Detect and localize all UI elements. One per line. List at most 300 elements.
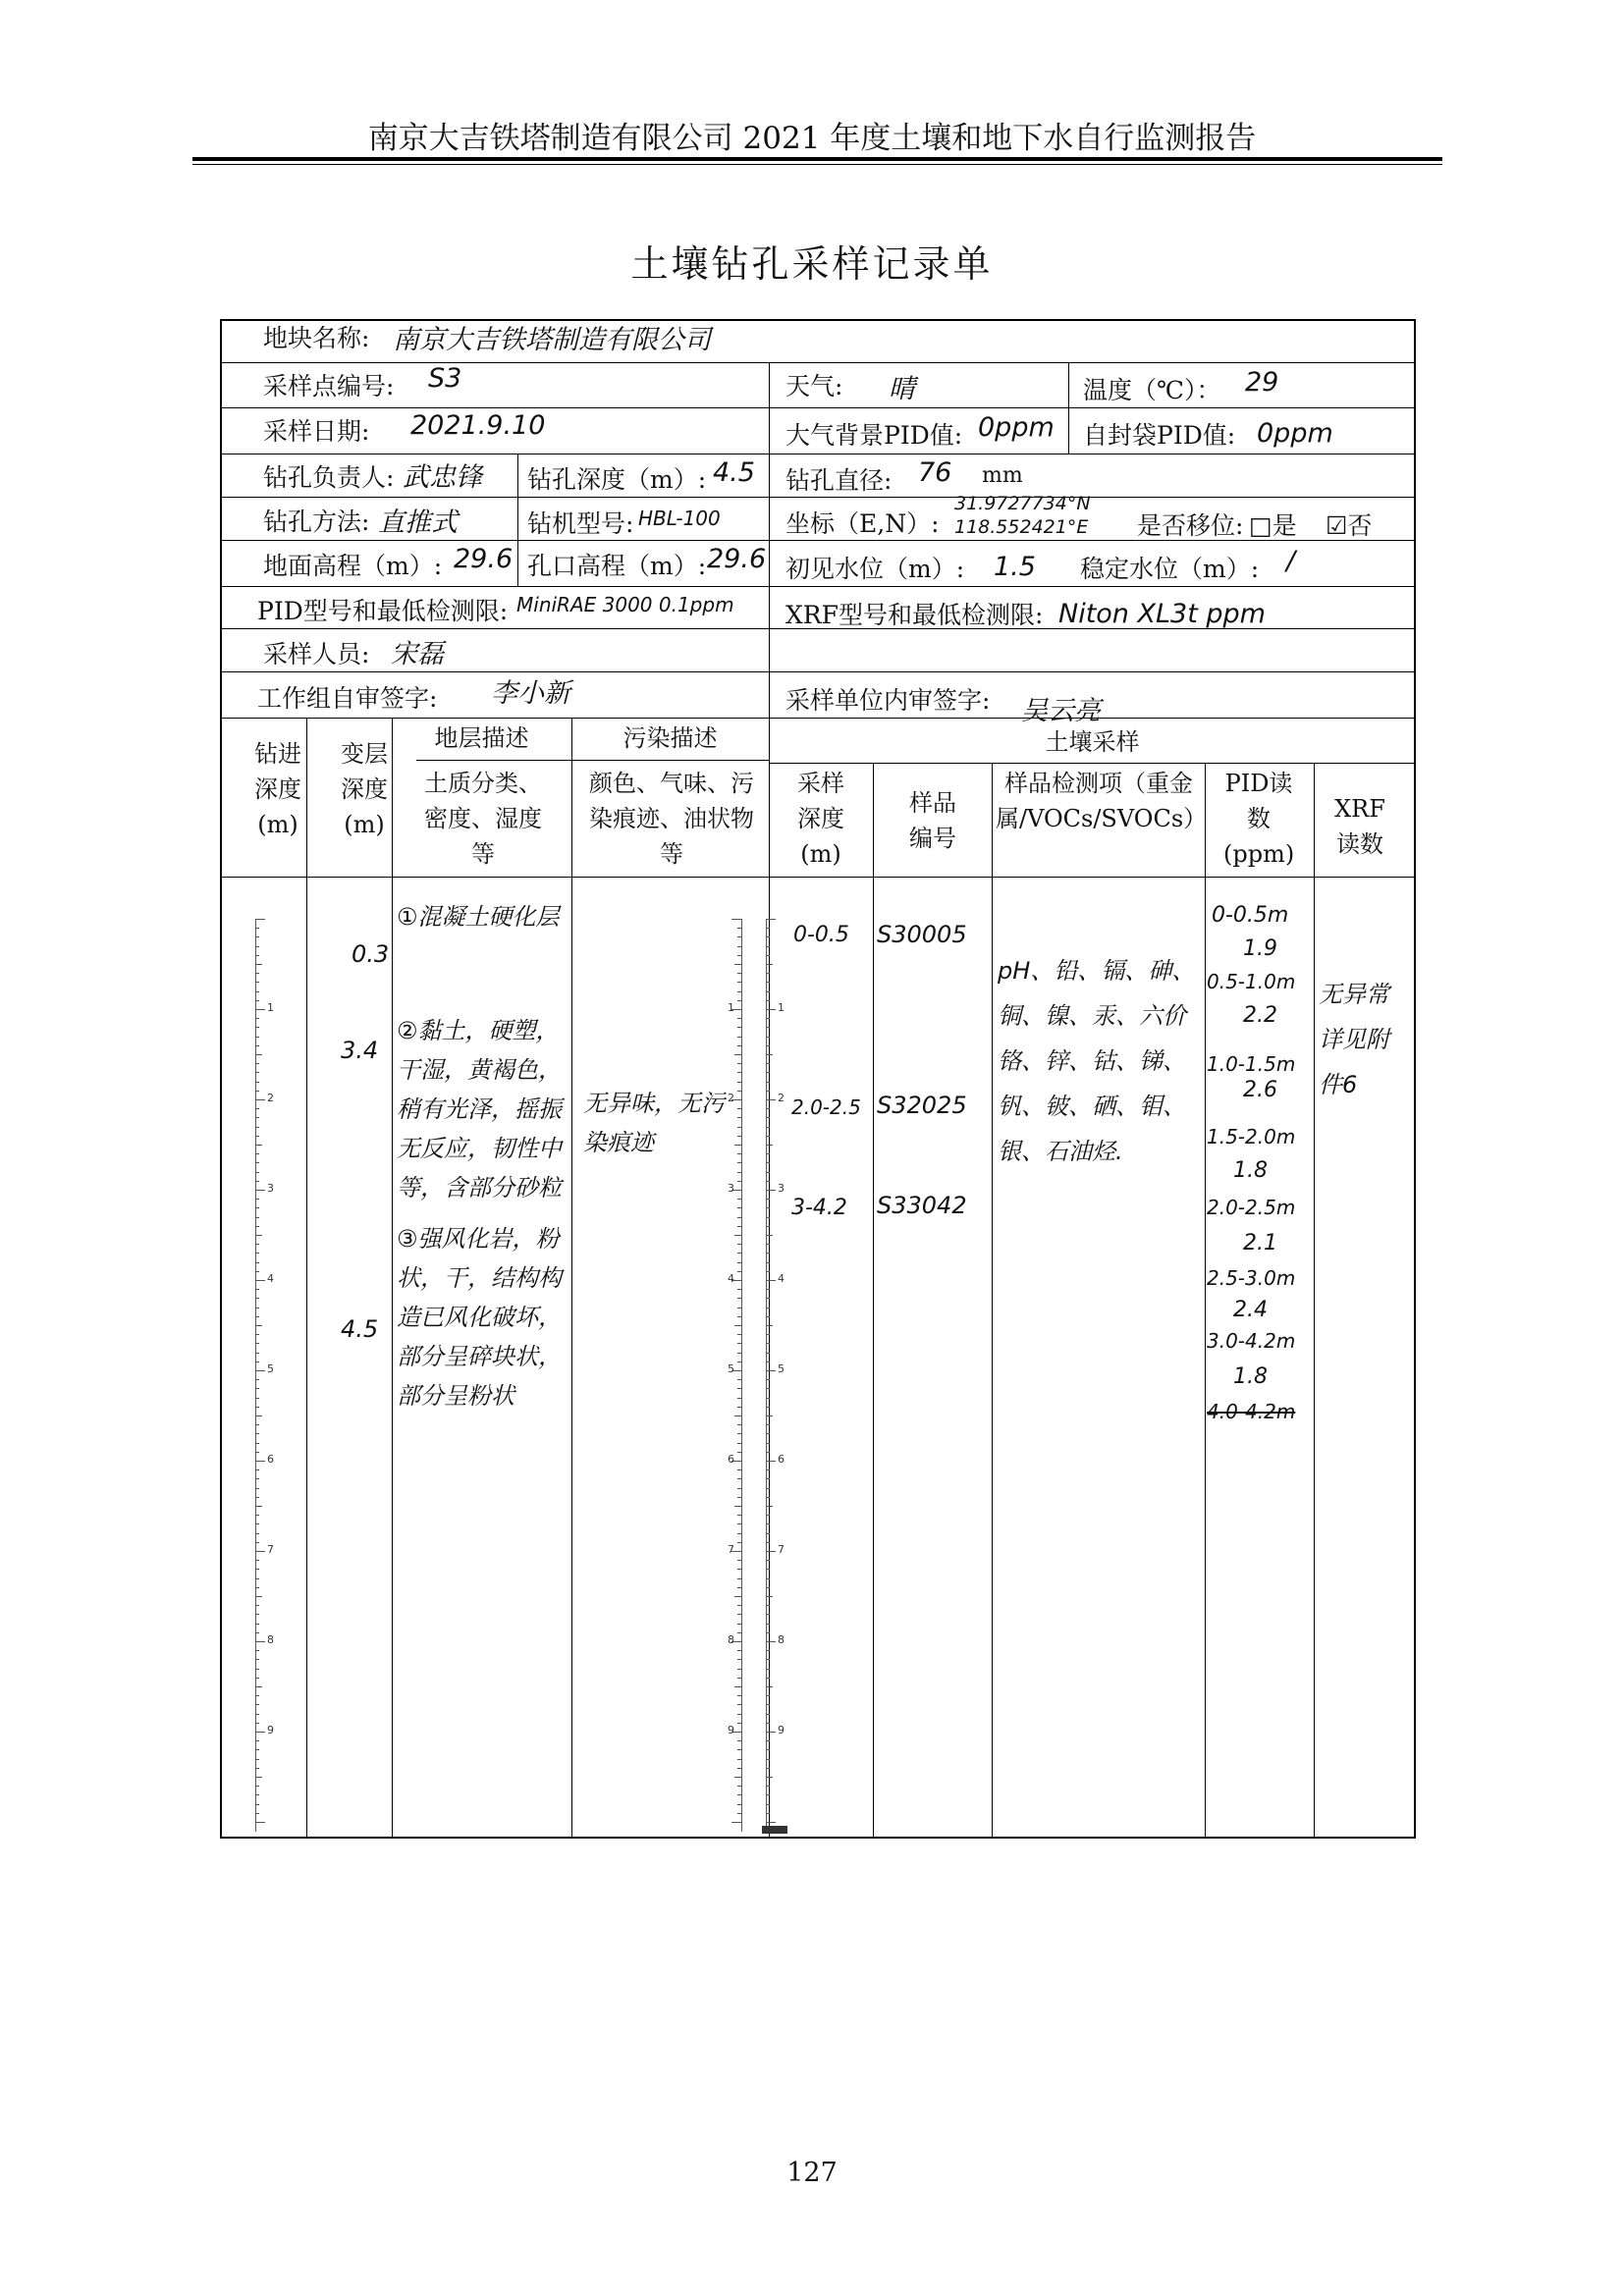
ruler-tick	[737, 1379, 741, 1380]
header-rule-thin	[192, 164, 1442, 165]
ruler-tick	[766, 919, 776, 920]
ruler-tick	[766, 1108, 770, 1109]
col-divider	[571, 718, 572, 1839]
ruler-tick	[255, 1695, 259, 1696]
ruler-tick	[255, 1650, 259, 1651]
ruler-label: 6	[267, 1453, 274, 1466]
ruler-tick	[731, 1822, 741, 1823]
ruler-tick	[255, 1037, 259, 1038]
hole-elev-label: 孔口高程（m）:	[527, 552, 707, 580]
ruler-tick	[255, 1533, 259, 1534]
ruler-tick	[737, 1523, 741, 1524]
ruler-tick	[737, 1469, 741, 1470]
initial-water-value: 1.5	[994, 552, 1036, 582]
ruler-tick	[766, 1289, 770, 1290]
ruler-tick	[737, 1759, 741, 1760]
ruler-tick	[766, 982, 770, 983]
ruler-label: 3	[267, 1182, 274, 1195]
initial-water-label: 初见水位（m）:	[785, 555, 965, 583]
row-divider	[220, 497, 1416, 498]
ruler-tick	[737, 1587, 741, 1588]
form-title: 土壤钻孔采样记录单	[630, 242, 994, 286]
ruler-tick	[255, 1569, 259, 1570]
ruler-tick	[737, 1488, 741, 1489]
ruler-tick	[737, 1117, 741, 1118]
ruler-tick	[737, 928, 741, 929]
ruler-tick	[255, 1560, 259, 1561]
unit-sign-value: 吴云亮	[1021, 696, 1101, 726]
col-stratum-group: 地层描述	[434, 724, 529, 752]
driller-value: 武忠锋	[403, 462, 482, 493]
ruler-tick	[255, 1136, 259, 1137]
ruler-tick	[255, 919, 265, 920]
row-divider	[220, 586, 1416, 587]
ruler-tick	[255, 1117, 259, 1118]
ruler-tick	[255, 1424, 259, 1425]
ruler-tick	[766, 955, 770, 956]
ruler-tick	[737, 1253, 741, 1254]
point-label: 采样点编号:	[263, 372, 395, 400]
ruler-tick	[255, 1379, 259, 1380]
ruler-tick	[766, 1614, 770, 1615]
ruler-tick	[766, 973, 770, 974]
col-divider	[769, 362, 770, 671]
ruler-tick	[255, 1199, 259, 1200]
ruler-tick	[737, 1714, 741, 1715]
ruler-tick	[737, 1669, 741, 1670]
ruler-tick	[737, 1298, 741, 1299]
ruler-tick	[737, 946, 741, 947]
ruler-tick	[766, 1099, 776, 1100]
ruler-tick	[255, 1759, 259, 1760]
ruler-tick	[737, 1027, 741, 1028]
col-divider	[1314, 763, 1315, 1839]
col-test-items: 样品检测项（重金属/VOCs/SVOCs）	[996, 770, 1208, 832]
ruler-tick	[737, 1695, 741, 1696]
stable-water-value: /	[1286, 546, 1296, 576]
ruler-label: 9	[778, 1724, 785, 1736]
ruler-tick	[766, 1045, 770, 1046]
col-divider	[306, 718, 307, 1839]
ruler-tick	[766, 1768, 770, 1769]
ruler-tick	[766, 1777, 773, 1778]
ruler-label: 4	[267, 1272, 274, 1285]
ruler-tick	[766, 1813, 770, 1814]
pid-range: 0.5-1.0m	[1207, 970, 1296, 993]
ruler-tick	[255, 1388, 259, 1389]
ruler-tick	[737, 1063, 741, 1064]
date-label: 采样日期:	[263, 417, 370, 446]
ruler-tick	[737, 1037, 741, 1038]
temp-label: 温度（℃）：	[1083, 376, 1221, 404]
row-divider	[220, 407, 1416, 408]
ruler-tick	[255, 1334, 259, 1335]
ruler-tick	[766, 1343, 770, 1344]
ruler-tick	[766, 1650, 770, 1651]
ruler-tick	[737, 1443, 741, 1444]
moved-yes[interactable]: □是	[1249, 511, 1297, 540]
ruler-label: 8	[267, 1633, 274, 1646]
ruler-label: 9	[267, 1724, 274, 1736]
ruler-tick	[255, 955, 259, 956]
col-stratum-sub: 土质分类、密度、湿度等	[424, 770, 542, 868]
ruler-tick	[766, 1804, 770, 1805]
ruler-tick	[737, 1813, 741, 1814]
ruler-tick	[255, 1542, 259, 1543]
ruler-tick	[255, 1678, 259, 1679]
row-divider	[220, 718, 1416, 719]
ruler-tick	[255, 1235, 262, 1236]
ruler-label: 9	[728, 1724, 734, 1736]
ruler-tick	[737, 1452, 741, 1453]
pollution-desc: 无异味，无污染痕迹	[583, 1090, 725, 1156]
ruler-tick	[766, 1127, 770, 1128]
ruler-tick	[766, 1786, 770, 1787]
ruler-tick	[766, 1262, 770, 1263]
ruler-tick	[734, 1325, 741, 1326]
ruler-tick	[766, 1398, 770, 1399]
ruler-tick	[255, 1740, 259, 1741]
method-value: 直推式	[378, 507, 458, 538]
row-divider	[220, 877, 1416, 878]
site-value: 南京大吉铁塔制造有限公司	[393, 325, 711, 355]
ruler-tick	[737, 1560, 741, 1561]
ruler-tick	[737, 1659, 741, 1660]
ruler-tick	[255, 1108, 259, 1109]
ruler-tick	[737, 1172, 741, 1173]
row-divider	[220, 671, 1416, 672]
ruler-tick	[255, 1768, 259, 1769]
ruler-tick	[766, 1199, 770, 1200]
ruler-tick	[255, 1732, 265, 1733]
ruler-tick	[255, 1461, 265, 1462]
ruler-tick	[255, 1587, 259, 1588]
ruler-tick	[766, 1271, 770, 1272]
ruler-tick	[766, 1063, 770, 1064]
ruler-tick	[255, 946, 259, 947]
ruler-tick	[737, 1343, 741, 1344]
ruler-tick	[255, 1478, 259, 1479]
depth-value: 4.5	[713, 457, 755, 488]
pid-struck-range: 4.0-4.2m	[1207, 1400, 1296, 1423]
ruler-tick	[766, 1379, 770, 1380]
ruler-tick	[766, 1172, 770, 1173]
rig-value: HBL-100	[638, 507, 721, 530]
ruler-tick	[255, 1596, 262, 1597]
ruler-tick	[255, 1469, 259, 1470]
pid-value: 2.1	[1243, 1231, 1277, 1255]
col-pollution-sub: 颜色、气味、污染痕迹、油状物等	[589, 770, 754, 868]
ruler-tick	[737, 1515, 741, 1516]
col-xrf: XRF读数	[1334, 795, 1385, 858]
ruler-label: 7	[778, 1543, 785, 1556]
col-divider	[392, 718, 393, 1839]
ruler-tick	[766, 1443, 770, 1444]
ruler-tick	[255, 1181, 259, 1182]
ruler-tick	[737, 1181, 741, 1182]
col-divider	[517, 454, 518, 586]
ruler-tick	[255, 1659, 259, 1660]
ruler-tick	[737, 1424, 741, 1425]
ruler-tick	[255, 1343, 259, 1344]
ruler-tick	[255, 1000, 259, 1001]
ruler-tick	[255, 1488, 259, 1489]
diameter-unit: mm	[982, 463, 1023, 488]
ruler-tick	[255, 1578, 259, 1579]
stratum-desc: ②黏土，硬塑，干湿，黄褐色，稍有光泽，摇振无反应，韧性中等，含部分砂粒	[397, 1017, 562, 1201]
bag-pid-value: 0ppm	[1257, 418, 1333, 449]
sample-depth: 2.0-2.5	[791, 1095, 861, 1119]
ruler-tick	[766, 1542, 770, 1543]
ruler-tick	[766, 1523, 770, 1524]
ruler-tick	[255, 964, 262, 965]
ruler-tick	[766, 1027, 770, 1028]
ground-elev-label: 地面高程（m）:	[263, 552, 443, 580]
ruler-tick	[766, 991, 770, 992]
pid-model-value: MiniRAE 3000 0.1ppm	[516, 593, 734, 616]
ruler-tick	[766, 1569, 770, 1570]
ruler-label: 2	[728, 1092, 734, 1104]
hole-elev-value: 29.6	[707, 544, 767, 574]
ruler-label: 5	[728, 1362, 734, 1375]
ruler-tick	[255, 1704, 259, 1705]
ruler-tick	[737, 1650, 741, 1651]
ruler-tick	[255, 1822, 265, 1823]
ruler-tick	[734, 1415, 741, 1416]
ruler-tick	[737, 1000, 741, 1001]
ruler-tick	[255, 1723, 259, 1724]
ruler-tick	[766, 928, 770, 929]
unit-sign-label: 采样单位内审签字:	[785, 686, 991, 715]
ruler-tick	[255, 1054, 262, 1055]
ruler-tick	[255, 1497, 259, 1498]
ruler-tick	[737, 1433, 741, 1434]
ruler-tick	[766, 1578, 770, 1579]
ruler-tick	[255, 1325, 262, 1326]
ruler-tick	[737, 1199, 741, 1200]
ruler-tick	[766, 1000, 770, 1001]
driller-label: 钻孔负责人:	[263, 463, 395, 492]
stratum-desc: ①混凝土硬化层	[397, 903, 560, 931]
row-divider	[416, 760, 769, 761]
ruler-tick	[766, 1162, 770, 1163]
ruler-tick	[734, 1686, 741, 1687]
col-pid: PID读数(ppm)	[1223, 770, 1295, 868]
ruler-tick	[766, 1280, 776, 1281]
ruler-tick	[766, 1704, 770, 1705]
ruler-tick	[255, 1271, 259, 1272]
ruler-label: 2	[778, 1092, 785, 1104]
ruler-tick	[737, 1478, 741, 1479]
weather-label: 天气:	[785, 372, 843, 400]
bag-pid-label: 自封袋PID值:	[1083, 421, 1236, 450]
ruler-tick	[766, 1353, 770, 1354]
ruler-tick	[737, 1704, 741, 1705]
ruler-tick	[255, 1433, 259, 1434]
ruler-tick	[737, 1794, 741, 1795]
ruler-tick	[255, 1813, 259, 1814]
ruler-tick	[766, 1207, 770, 1208]
ruler-tick	[255, 1153, 259, 1154]
coord-label: 坐标（E,N）:	[785, 509, 940, 538]
ruler-tick	[737, 1045, 741, 1046]
ruler-tick	[255, 1262, 259, 1263]
ruler-tick	[737, 1316, 741, 1317]
ruler-tick	[255, 1190, 265, 1191]
ruler-tick	[737, 1614, 741, 1615]
ruler-tick	[766, 1235, 773, 1236]
ruler-tick	[731, 919, 741, 920]
ruler-tick	[766, 1244, 770, 1245]
ruler-tick	[737, 1018, 741, 1019]
ruler-tick	[766, 1072, 770, 1073]
pid-model-label: PID型号和最低检测限:	[257, 597, 509, 625]
pid-range: 3.0-4.2m	[1207, 1329, 1296, 1353]
pid-range: 2.5-3.0m	[1207, 1266, 1296, 1290]
ruler-tick	[737, 1533, 741, 1534]
coord-e: 118.552421°E	[954, 516, 1089, 538]
col-drill-depth: 钻进深度(m)	[254, 740, 301, 838]
col-pollution-group: 污染描述	[623, 724, 718, 752]
ruler-tick	[737, 1289, 741, 1290]
ruler-tick	[255, 991, 259, 992]
ruler-tick	[766, 1723, 770, 1724]
ruler-label: 7	[728, 1543, 734, 1556]
col-divider	[1205, 763, 1206, 1839]
ruler-label: 8	[778, 1633, 785, 1646]
ruler-tick	[737, 1569, 741, 1570]
sample-id: S33042	[877, 1192, 967, 1219]
ruler-tick	[766, 1136, 770, 1137]
ruler-tick	[255, 1804, 259, 1805]
ruler-tick	[766, 1181, 770, 1182]
layer-depth: 3.4	[341, 1037, 379, 1064]
ruler-tick	[766, 1596, 773, 1597]
layer-depth: 4.5	[341, 1315, 379, 1343]
row-divider	[769, 763, 1416, 764]
ruler-tick	[255, 1714, 259, 1715]
sampler-label: 采样人员:	[263, 640, 370, 668]
ruler-tick	[255, 1127, 259, 1128]
ruler-label: 7	[267, 1543, 274, 1556]
ruler-tick	[766, 1388, 770, 1389]
ruler-tick	[737, 1605, 741, 1606]
ruler-tick	[737, 1217, 741, 1218]
ruler-tick	[255, 1172, 259, 1173]
ruler-tick	[766, 1560, 770, 1561]
ruler-label: 6	[778, 1453, 785, 1466]
ruler-tick	[255, 1099, 265, 1100]
ruler-tick	[737, 991, 741, 992]
col-layer-depth: 变层深度(m)	[341, 740, 388, 838]
ruler-tick	[734, 964, 741, 965]
ruler-tick	[766, 1714, 770, 1715]
ruler-tick	[255, 1777, 262, 1778]
col-divider	[992, 763, 993, 1839]
ground-elev-value: 29.6	[454, 544, 514, 574]
ruler-tick	[255, 982, 259, 983]
ruler-tick	[255, 1289, 259, 1290]
pid-range: 2.0-2.5m	[1207, 1196, 1296, 1219]
sample-depth: 0-0.5	[793, 923, 849, 947]
ruler-tick	[737, 1578, 741, 1579]
stable-water-label: 稳定水位（m）:	[1080, 555, 1260, 583]
ruler-tick	[766, 946, 770, 947]
ruler-tick	[737, 1407, 741, 1408]
method-label: 钻孔方法:	[263, 507, 370, 536]
ruler-tick	[737, 1632, 741, 1633]
ruler-tick	[766, 1091, 770, 1092]
ruler-tick	[766, 1732, 776, 1733]
pid-value: 1.9	[1243, 936, 1277, 961]
ruler-tick	[255, 1624, 259, 1625]
ruler-tick	[737, 1723, 741, 1724]
row-divider	[220, 362, 1416, 363]
ruler-tick	[766, 1686, 773, 1687]
bg-pid-value: 0ppm	[978, 412, 1055, 443]
coord-n: 31.9727734°N	[954, 493, 1091, 514]
ruler-tick	[255, 1632, 259, 1633]
xrf-model-label: XRF型号和最低检测限:	[785, 601, 1044, 629]
ruler-tick	[766, 1334, 770, 1335]
ruler-tick	[766, 1759, 770, 1760]
ruler-label: 6	[728, 1453, 734, 1466]
report-header: 南京大吉铁塔制造有限公司 2021 年度土壤和地下水自行监测报告	[367, 121, 1257, 156]
sampler-value: 宋磊	[391, 639, 444, 669]
ruler-tick	[766, 1190, 776, 1191]
team-sign-label: 工作组自审签字:	[257, 684, 438, 713]
ruler-tick	[255, 973, 259, 974]
ruler-tick	[766, 1506, 773, 1507]
ruler-tick	[737, 1768, 741, 1769]
ruler-label: 1	[728, 1001, 734, 1014]
ruler-tick	[737, 1678, 741, 1679]
ruler-end-block	[762, 1826, 787, 1834]
ruler-tick	[766, 1624, 770, 1625]
ruler-tick	[766, 1037, 770, 1038]
ruler-label: 1	[778, 1001, 785, 1014]
ruler-tick	[255, 1018, 259, 1019]
ruler-tick	[766, 1669, 770, 1670]
ruler-tick	[766, 964, 773, 965]
ruler-tick	[766, 1452, 770, 1453]
ruler-label: 4	[728, 1272, 734, 1285]
site-label: 地块名称:	[263, 324, 370, 352]
ruler-tick	[766, 1009, 776, 1010]
ruler-label: 3	[778, 1182, 785, 1195]
ruler-tick	[766, 1497, 770, 1498]
ruler-tick	[737, 1262, 741, 1263]
moved-no[interactable]: ☑否	[1326, 511, 1373, 540]
ruler-tick	[766, 1217, 770, 1218]
ruler-tick	[766, 1587, 770, 1588]
ruler-tick	[737, 955, 741, 956]
ruler-tick	[255, 1091, 259, 1092]
ruler-tick	[766, 1605, 770, 1606]
ruler-tick	[737, 1153, 741, 1154]
ruler-tick	[766, 1226, 770, 1227]
weather-value: 晴	[889, 374, 915, 404]
bg-pid-label: 大气背景PID值:	[785, 421, 963, 450]
ruler-tick	[255, 1244, 259, 1245]
test-items: pH、铅、镉、砷、铜、镍、汞、六价铬、锌、钴、锑、钒、铍、硒、钼、银、石油烃.	[998, 957, 1196, 1165]
ruler-tick	[737, 1108, 741, 1109]
date-value: 2021.9.10	[410, 410, 546, 441]
col-sample-id: 样品编号	[909, 789, 956, 852]
ruler-tick	[255, 1145, 262, 1146]
ruler-tick	[255, 1009, 265, 1010]
ruler-tick	[766, 1082, 770, 1083]
